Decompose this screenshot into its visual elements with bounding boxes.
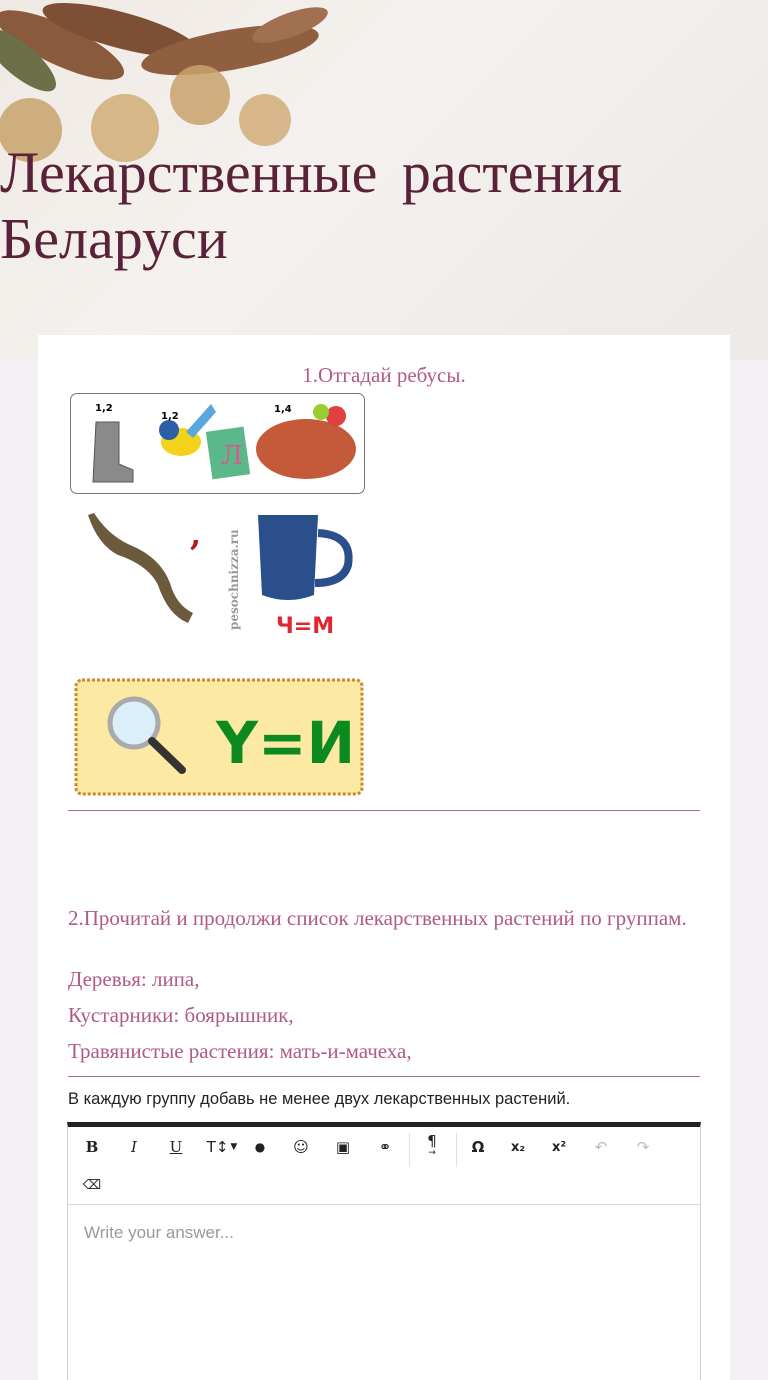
- toolbar-separator: [456, 1133, 457, 1167]
- rebus-image-1: [70, 393, 365, 494]
- image-icon[interactable]: ▣: [335, 1138, 351, 1156]
- group-herbs: Травянистые растения: мать-и-мачеха,: [68, 1039, 412, 1063]
- subscript-button[interactable]: x₂: [510, 1139, 526, 1155]
- rebus-image-3: [74, 678, 364, 798]
- group-shrubs: Кустарники: боярышник,: [68, 1003, 294, 1027]
- page-title: Лекарственные растения Беларуси: [0, 140, 623, 271]
- rebus1-label-3: 1,4: [274, 404, 292, 415]
- underline-button[interactable]: U: [169, 1138, 183, 1156]
- header-banner: [0, 0, 768, 360]
- redo-icon[interactable]: ↷: [636, 1138, 650, 1156]
- group-trees: Деревья: липа,: [68, 967, 200, 991]
- editor-toolbar: [68, 1127, 700, 1205]
- rebus3-equation: Ү=И: [216, 709, 356, 777]
- toolbar-separator: [409, 1133, 410, 1167]
- answer-textarea[interactable]: [68, 1205, 700, 1380]
- bold-button[interactable]: B: [85, 1138, 99, 1156]
- rebus2-comma: ,: [190, 515, 202, 553]
- section-divider-1: [68, 810, 700, 811]
- answer-placeholder: Write your answer...: [84, 1223, 234, 1242]
- rebus1-label-1: 1,2: [95, 403, 113, 414]
- rebus-image-2: [78, 505, 368, 640]
- paragraph-direction-button[interactable]: [417, 1132, 447, 1162]
- chevron-down-icon: ▼: [230, 1142, 238, 1152]
- emoji-icon[interactable]: ☺: [293, 1138, 309, 1156]
- rebus2-watermark: pesochnizza.ru: [227, 529, 241, 630]
- question-2-title: 2.Прочитай и продолжи список лекарственных растений по группам.: [68, 906, 687, 930]
- rebus1-label-2: 1,2: [161, 411, 179, 422]
- rebus1-letter: Л: [221, 441, 243, 471]
- text-size-icon: T↕: [206, 1138, 229, 1156]
- text-color-icon[interactable]: ●: [254, 1140, 266, 1154]
- answer-instruction: В каждую группу добавь не менее двух лекарственных растений.: [68, 1090, 571, 1108]
- paragraph-icon: ¶: [427, 1132, 437, 1150]
- special-character-icon[interactable]: Ω: [471, 1138, 485, 1156]
- question-1-title: 1.Отгадай ребусы.: [302, 363, 466, 387]
- arrow-right-icon: →: [428, 1148, 436, 1158]
- rich-text-editor: [67, 1122, 701, 1380]
- clear-formatting-icon[interactable]: ⌫: [82, 1177, 102, 1193]
- superscript-button[interactable]: x²: [551, 1139, 567, 1155]
- rebus2-equation: Ч=М: [276, 614, 335, 639]
- italic-button[interactable]: I: [131, 1138, 137, 1156]
- section-divider-2: [68, 1076, 700, 1077]
- undo-icon[interactable]: ↶: [594, 1138, 608, 1156]
- text-size-dropdown[interactable]: [204, 1132, 240, 1162]
- worksheet-card: [38, 335, 730, 1380]
- link-icon[interactable]: ⚭: [378, 1138, 392, 1156]
